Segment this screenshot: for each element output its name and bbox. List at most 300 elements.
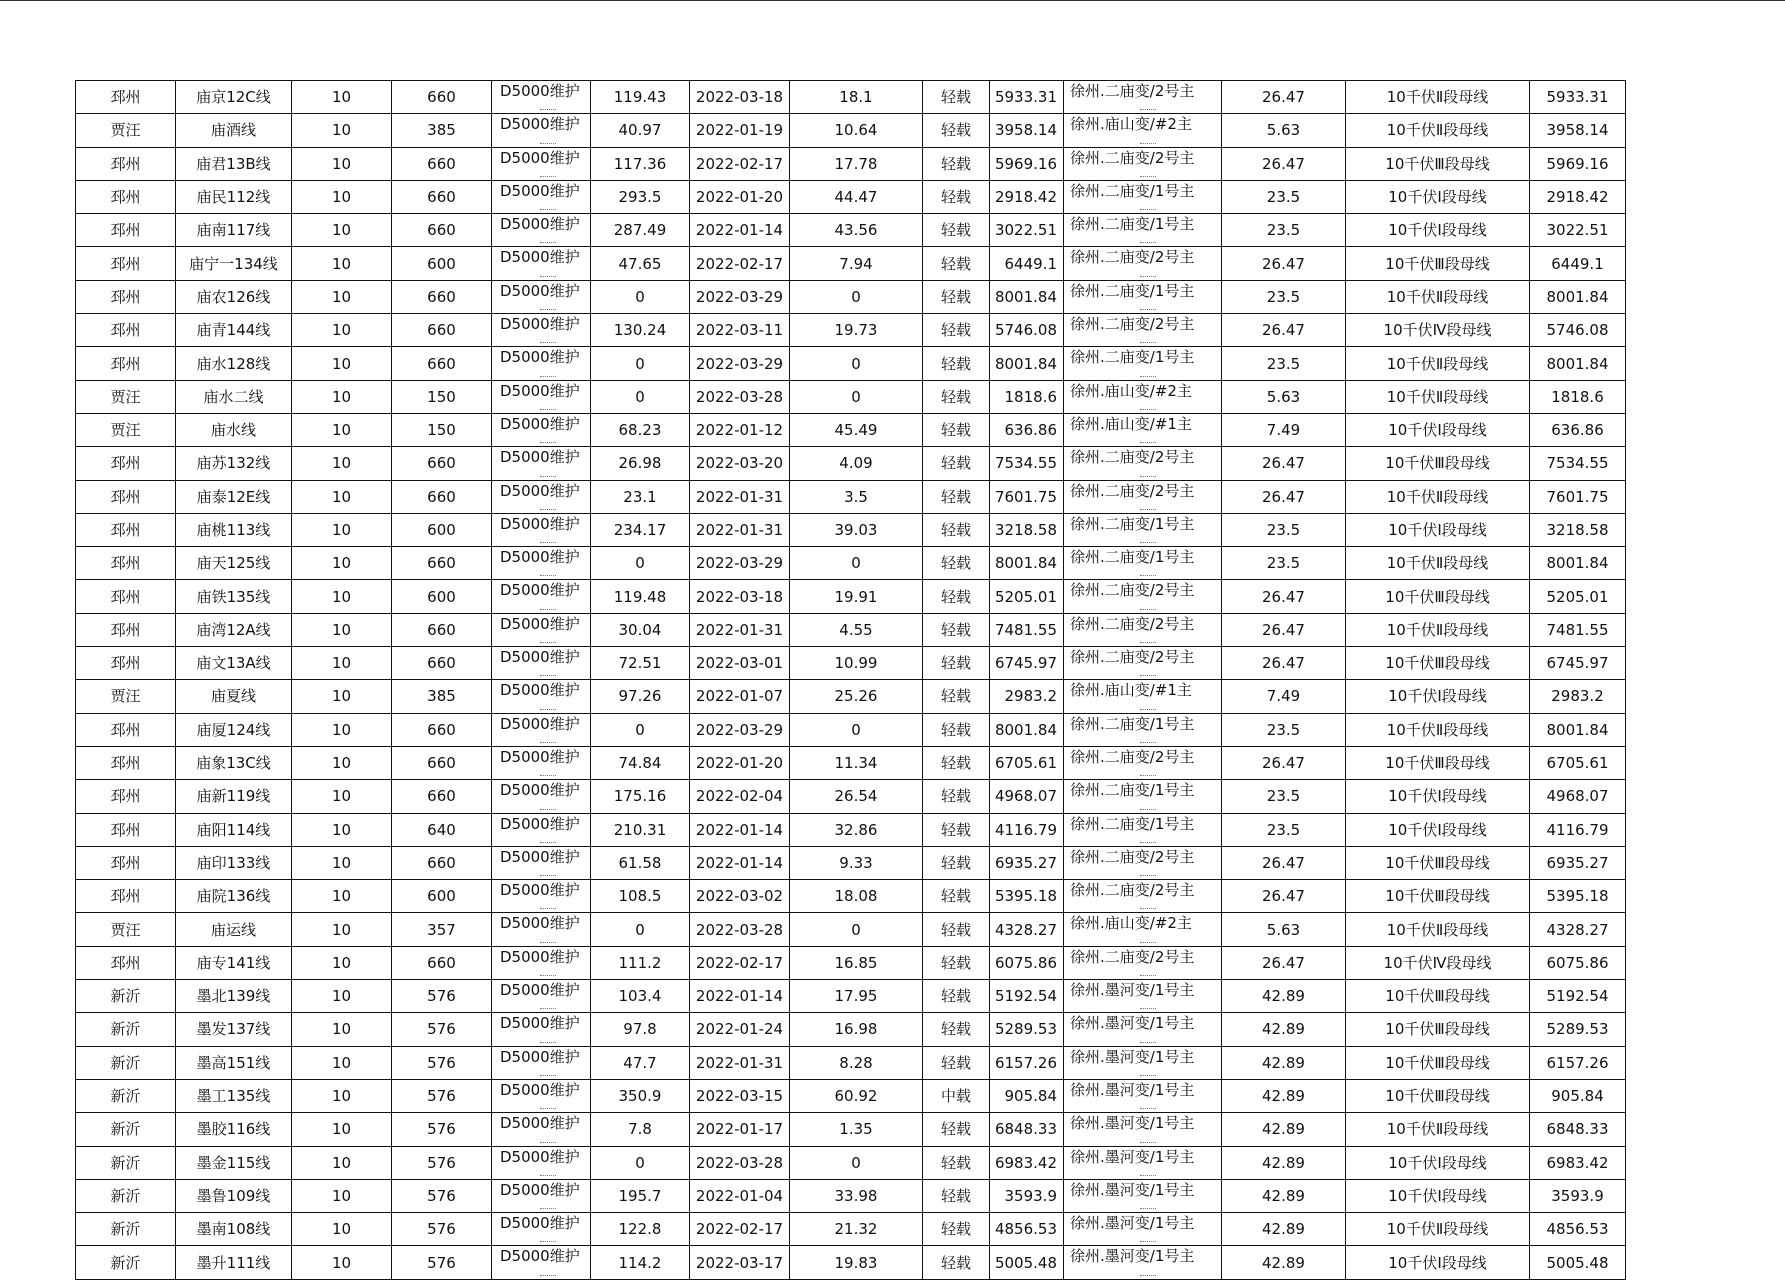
voltage-cell: 10 <box>292 647 392 680</box>
table-row <box>76 347 1626 380</box>
capacity-cell: 8001.84 <box>990 547 1064 580</box>
max-current-cell: 0 <box>591 913 690 946</box>
load-status-cell: 轻载 <box>923 1113 990 1146</box>
open-capacity-cell: 3218.58 <box>1530 513 1626 546</box>
voltage-cell: 10 <box>292 413 392 446</box>
transformer-cell: 徐州.二庙变/1号主 <box>1064 180 1222 213</box>
load-status-cell: 轻载 <box>923 214 990 247</box>
data-source-cell: D5000维护 <box>492 214 591 247</box>
voltage-cell: 10 <box>292 147 392 180</box>
open-capacity-cell: 6848.33 <box>1530 1113 1626 1146</box>
load-rate-cell: 17.78 <box>790 147 923 180</box>
rated-current-cell: 660 <box>392 946 492 979</box>
rated-current-cell: 660 <box>392 314 492 347</box>
date-cell: 2022-02-17 <box>690 147 790 180</box>
capacity-cell: 6935.27 <box>990 846 1064 879</box>
line-name-cell: 墨鲁109线 <box>176 1179 292 1212</box>
max-current-cell: 0 <box>591 1146 690 1179</box>
voltage-cell: 10 <box>292 1213 392 1246</box>
table-row <box>76 713 1626 746</box>
table-row <box>76 280 1626 313</box>
transformer-rate-cell: 23.5 <box>1222 513 1346 546</box>
rated-current-cell: 576 <box>392 1013 492 1046</box>
data-source-cell: D5000维护 <box>492 314 591 347</box>
capacity-cell: 5205.01 <box>990 580 1064 613</box>
capacity-cell: 636.86 <box>990 413 1064 446</box>
date-cell: 2022-03-01 <box>690 647 790 680</box>
line-name-cell: 庙运线 <box>176 913 292 946</box>
rated-current-cell: 576 <box>392 1146 492 1179</box>
transformer-cell: 徐州.墨河变/1号主 <box>1064 1079 1222 1112</box>
max-current-cell: 119.43 <box>591 81 690 114</box>
open-capacity-cell: 5005.48 <box>1530 1246 1626 1279</box>
table-body <box>76 81 1626 1280</box>
open-capacity-cell: 2983.2 <box>1530 680 1626 713</box>
transformer-cell: 徐州.庙山变/#2主 <box>1064 114 1222 147</box>
data-source-cell: D5000维护 <box>492 813 591 846</box>
max-current-cell: 350.9 <box>591 1079 690 1112</box>
busbar-cell: 10千伏Ⅲ段母线 <box>1346 647 1530 680</box>
rated-current-cell: 600 <box>392 580 492 613</box>
max-current-cell: 0 <box>591 280 690 313</box>
region-cell: 新沂 <box>76 1213 176 1246</box>
busbar-cell: 10千伏Ⅲ段母线 <box>1346 1079 1530 1112</box>
load-rate-cell: 18.08 <box>790 880 923 913</box>
transformer-cell: 徐州.墨河变/1号主 <box>1064 1179 1222 1212</box>
transformer-cell: 徐州.二庙变/2号主 <box>1064 247 1222 280</box>
date-cell: 2022-01-14 <box>690 846 790 879</box>
open-capacity-cell: 7481.55 <box>1530 613 1626 646</box>
max-current-cell: 0 <box>591 547 690 580</box>
rated-current-cell: 660 <box>392 180 492 213</box>
rated-current-cell: 600 <box>392 247 492 280</box>
line-name-cell: 墨胶116线 <box>176 1113 292 1146</box>
max-current-cell: 0 <box>591 380 690 413</box>
busbar-cell: 10千伏Ⅲ段母线 <box>1346 247 1530 280</box>
date-cell: 2022-01-04 <box>690 1179 790 1212</box>
busbar-cell: 10千伏Ⅲ段母线 <box>1346 147 1530 180</box>
transformer-rate-cell: 23.5 <box>1222 813 1346 846</box>
date-cell: 2022-01-31 <box>690 613 790 646</box>
region-cell: 贾汪 <box>76 114 176 147</box>
data-source-cell: D5000维护 <box>492 114 591 147</box>
rated-current-cell: 660 <box>392 480 492 513</box>
line-name-cell: 庙泰12E线 <box>176 480 292 513</box>
busbar-cell: 10千伏Ⅰ段母线 <box>1346 214 1530 247</box>
voltage-cell: 10 <box>292 1179 392 1212</box>
rated-current-cell: 660 <box>392 81 492 114</box>
load-status-cell: 轻载 <box>923 647 990 680</box>
load-rate-cell: 1.35 <box>790 1113 923 1146</box>
busbar-cell: 10千伏Ⅲ段母线 <box>1346 1013 1530 1046</box>
region-cell: 新沂 <box>76 1046 176 1079</box>
capacity-cell: 5289.53 <box>990 1013 1064 1046</box>
open-capacity-cell: 6745.97 <box>1530 647 1626 680</box>
table-row <box>76 846 1626 879</box>
date-cell: 2022-03-29 <box>690 713 790 746</box>
data-source-cell: D5000维护 <box>492 980 591 1013</box>
data-source-cell: D5000维护 <box>492 347 591 380</box>
rated-current-cell: 576 <box>392 1179 492 1212</box>
voltage-cell: 10 <box>292 314 392 347</box>
voltage-cell: 10 <box>292 680 392 713</box>
table-row <box>76 480 1626 513</box>
table-row <box>76 147 1626 180</box>
load-rate-cell: 17.95 <box>790 980 923 1013</box>
data-source-cell: D5000维护 <box>492 647 591 680</box>
capacity-cell: 4116.79 <box>990 813 1064 846</box>
data-source-cell: D5000维护 <box>492 613 591 646</box>
date-cell: 2022-01-20 <box>690 180 790 213</box>
open-capacity-cell: 6983.42 <box>1530 1146 1626 1179</box>
capacity-cell: 7481.55 <box>990 613 1064 646</box>
line-name-cell: 庙天125线 <box>176 547 292 580</box>
capacity-cell: 6848.33 <box>990 1113 1064 1146</box>
transformer-rate-cell: 42.89 <box>1222 1013 1346 1046</box>
capacity-cell: 8001.84 <box>990 713 1064 746</box>
max-current-cell: 61.58 <box>591 846 690 879</box>
region-cell: 邳州 <box>76 513 176 546</box>
max-current-cell: 130.24 <box>591 314 690 347</box>
line-name-cell: 庙新119线 <box>176 780 292 813</box>
line-name-cell: 庙农126线 <box>176 280 292 313</box>
data-source-cell: D5000维护 <box>492 1113 591 1146</box>
capacity-cell: 5395.18 <box>990 880 1064 913</box>
date-cell: 2022-02-17 <box>690 1213 790 1246</box>
rated-current-cell: 640 <box>392 813 492 846</box>
open-capacity-cell: 8001.84 <box>1530 547 1626 580</box>
transformer-cell: 徐州.二庙变/2号主 <box>1064 946 1222 979</box>
max-current-cell: 111.2 <box>591 946 690 979</box>
max-current-cell: 47.7 <box>591 1046 690 1079</box>
capacity-cell: 3022.51 <box>990 214 1064 247</box>
max-current-cell: 47.65 <box>591 247 690 280</box>
date-cell: 2022-01-14 <box>690 214 790 247</box>
load-status-cell: 轻载 <box>923 447 990 480</box>
load-status-cell: 轻载 <box>923 347 990 380</box>
load-status-cell: 轻载 <box>923 980 990 1013</box>
transformer-rate-cell: 42.89 <box>1222 1213 1346 1246</box>
max-current-cell: 40.97 <box>591 114 690 147</box>
line-name-cell: 庙厦124线 <box>176 713 292 746</box>
load-status-cell: 轻载 <box>923 746 990 779</box>
rated-current-cell: 150 <box>392 413 492 446</box>
busbar-cell: 10千伏Ⅱ段母线 <box>1346 547 1530 580</box>
voltage-cell: 10 <box>292 1113 392 1146</box>
region-cell: 邳州 <box>76 247 176 280</box>
transformer-cell: 徐州.墨河变/1号主 <box>1064 1013 1222 1046</box>
date-cell: 2022-03-28 <box>690 1146 790 1179</box>
transformer-cell: 徐州.庙山变/#1主 <box>1064 680 1222 713</box>
voltage-cell: 10 <box>292 347 392 380</box>
region-cell: 贾汪 <box>76 680 176 713</box>
rated-current-cell: 576 <box>392 1079 492 1112</box>
capacity-cell: 4856.53 <box>990 1213 1064 1246</box>
transformer-rate-cell: 7.49 <box>1222 413 1346 446</box>
table-row <box>76 447 1626 480</box>
load-rate-cell: 18.1 <box>790 81 923 114</box>
table-row <box>76 1079 1626 1112</box>
open-capacity-cell: 8001.84 <box>1530 347 1626 380</box>
table-row <box>76 247 1626 280</box>
date-cell: 2022-03-29 <box>690 347 790 380</box>
region-cell: 新沂 <box>76 1179 176 1212</box>
capacity-cell: 1818.6 <box>990 380 1064 413</box>
line-name-cell: 庙南117线 <box>176 214 292 247</box>
load-rate-cell: 8.28 <box>790 1046 923 1079</box>
line-name-cell: 庙水二线 <box>176 380 292 413</box>
line-name-cell: 庙夏线 <box>176 680 292 713</box>
load-rate-cell: 32.86 <box>790 813 923 846</box>
voltage-cell: 10 <box>292 746 392 779</box>
transformer-cell: 徐州.二庙变/2号主 <box>1064 846 1222 879</box>
voltage-cell: 10 <box>292 1046 392 1079</box>
open-capacity-cell: 7534.55 <box>1530 447 1626 480</box>
date-cell: 2022-01-24 <box>690 1013 790 1046</box>
region-cell: 贾汪 <box>76 913 176 946</box>
transformer-cell: 徐州.墨河变/1号主 <box>1064 1113 1222 1146</box>
transformer-rate-cell: 42.89 <box>1222 980 1346 1013</box>
open-capacity-cell: 1818.6 <box>1530 380 1626 413</box>
max-current-cell: 175.16 <box>591 780 690 813</box>
transformer-rate-cell: 23.5 <box>1222 180 1346 213</box>
date-cell: 2022-03-18 <box>690 81 790 114</box>
voltage-cell: 10 <box>292 780 392 813</box>
transformer-rate-cell: 42.89 <box>1222 1179 1346 1212</box>
load-status-cell: 轻载 <box>923 1179 990 1212</box>
transformer-rate-cell: 26.47 <box>1222 81 1346 114</box>
busbar-cell: 10千伏Ⅰ段母线 <box>1346 813 1530 846</box>
load-status-cell: 轻载 <box>923 880 990 913</box>
date-cell: 2022-01-12 <box>690 413 790 446</box>
busbar-cell: 10千伏Ⅳ段母线 <box>1346 946 1530 979</box>
busbar-cell: 10千伏Ⅲ段母线 <box>1346 1046 1530 1079</box>
region-cell: 新沂 <box>76 1079 176 1112</box>
open-capacity-cell: 2918.42 <box>1530 180 1626 213</box>
load-status-cell: 轻载 <box>923 547 990 580</box>
open-capacity-cell: 6157.26 <box>1530 1046 1626 1079</box>
line-name-cell: 庙文13A线 <box>176 647 292 680</box>
load-rate-cell: 0 <box>790 280 923 313</box>
open-capacity-cell: 5746.08 <box>1530 314 1626 347</box>
load-status-cell: 轻载 <box>923 846 990 879</box>
data-source-cell: D5000维护 <box>492 946 591 979</box>
load-rate-cell: 0 <box>790 380 923 413</box>
table-row <box>76 180 1626 213</box>
table-row <box>76 780 1626 813</box>
busbar-cell: 10千伏Ⅱ段母线 <box>1346 1113 1530 1146</box>
busbar-cell: 10千伏Ⅰ段母线 <box>1346 780 1530 813</box>
region-cell: 新沂 <box>76 1013 176 1046</box>
voltage-cell: 10 <box>292 114 392 147</box>
data-source-cell: D5000维护 <box>492 147 591 180</box>
busbar-cell: 10千伏Ⅱ段母线 <box>1346 347 1530 380</box>
transformer-rate-cell: 23.5 <box>1222 547 1346 580</box>
busbar-cell: 10千伏Ⅲ段母线 <box>1346 746 1530 779</box>
max-current-cell: 74.84 <box>591 746 690 779</box>
date-cell: 2022-03-17 <box>690 1246 790 1279</box>
rated-current-cell: 660 <box>392 147 492 180</box>
open-capacity-cell: 636.86 <box>1530 413 1626 446</box>
busbar-cell: 10千伏Ⅰ段母线 <box>1346 1146 1530 1179</box>
data-source-cell: D5000维护 <box>492 413 591 446</box>
voltage-cell: 10 <box>292 846 392 879</box>
transformer-cell: 徐州.二庙变/1号主 <box>1064 214 1222 247</box>
busbar-cell: 10千伏Ⅱ段母线 <box>1346 380 1530 413</box>
data-source-cell: D5000维护 <box>492 547 591 580</box>
data-source-cell: D5000维护 <box>492 1213 591 1246</box>
max-current-cell: 114.2 <box>591 1246 690 1279</box>
max-current-cell: 293.5 <box>591 180 690 213</box>
load-status-cell: 轻载 <box>923 1246 990 1279</box>
capacity-cell: 5933.31 <box>990 81 1064 114</box>
voltage-cell: 10 <box>292 247 392 280</box>
busbar-cell: 10千伏Ⅰ段母线 <box>1346 1179 1530 1212</box>
max-current-cell: 0 <box>591 347 690 380</box>
open-capacity-cell: 6705.61 <box>1530 746 1626 779</box>
table-row <box>76 880 1626 913</box>
max-current-cell: 117.36 <box>591 147 690 180</box>
load-status-cell: 轻载 <box>923 147 990 180</box>
date-cell: 2022-03-20 <box>690 447 790 480</box>
rated-current-cell: 576 <box>392 1046 492 1079</box>
load-rate-cell: 10.64 <box>790 114 923 147</box>
transformer-rate-cell: 26.47 <box>1222 480 1346 513</box>
transformer-rate-cell: 26.47 <box>1222 746 1346 779</box>
date-cell: 2022-03-02 <box>690 880 790 913</box>
load-rate-cell: 19.73 <box>790 314 923 347</box>
load-rate-cell: 3.5 <box>790 480 923 513</box>
table-row <box>76 913 1626 946</box>
transformer-cell: 徐州.墨河变/1号主 <box>1064 1246 1222 1279</box>
max-current-cell: 97.8 <box>591 1013 690 1046</box>
transformer-rate-cell: 5.63 <box>1222 380 1346 413</box>
region-cell: 贾汪 <box>76 413 176 446</box>
transformer-cell: 徐州.二庙变/1号主 <box>1064 513 1222 546</box>
transformer-rate-cell: 42.89 <box>1222 1146 1346 1179</box>
transformer-rate-cell: 26.47 <box>1222 880 1346 913</box>
data-source-cell: D5000维护 <box>492 746 591 779</box>
date-cell: 2022-01-31 <box>690 513 790 546</box>
region-cell: 邳州 <box>76 880 176 913</box>
open-capacity-cell: 4968.07 <box>1530 780 1626 813</box>
table-row <box>76 1179 1626 1212</box>
load-status-cell: 轻载 <box>923 713 990 746</box>
busbar-cell: 10千伏Ⅳ段母线 <box>1346 314 1530 347</box>
open-capacity-cell: 4328.27 <box>1530 913 1626 946</box>
load-status-cell: 轻载 <box>923 247 990 280</box>
transformer-rate-cell: 42.89 <box>1222 1246 1346 1279</box>
busbar-cell: 10千伏Ⅱ段母线 <box>1346 480 1530 513</box>
transformer-rate-cell: 5.63 <box>1222 114 1346 147</box>
capacity-cell: 6449.1 <box>990 247 1064 280</box>
date-cell: 2022-03-29 <box>690 547 790 580</box>
load-status-cell: 轻载 <box>923 1213 990 1246</box>
table-row <box>76 580 1626 613</box>
date-cell: 2022-03-29 <box>690 280 790 313</box>
region-cell: 新沂 <box>76 1113 176 1146</box>
transformer-cell: 徐州.二庙变/1号主 <box>1064 780 1222 813</box>
busbar-cell: 10千伏Ⅲ段母线 <box>1346 980 1530 1013</box>
date-cell: 2022-03-11 <box>690 314 790 347</box>
busbar-cell: 10千伏Ⅲ段母线 <box>1346 580 1530 613</box>
voltage-cell: 10 <box>292 380 392 413</box>
capacity-cell: 6157.26 <box>990 1046 1064 1079</box>
rated-current-cell: 660 <box>392 713 492 746</box>
voltage-cell: 10 <box>292 214 392 247</box>
region-cell: 邳州 <box>76 813 176 846</box>
open-capacity-cell: 5969.16 <box>1530 147 1626 180</box>
data-source-cell: D5000维护 <box>492 713 591 746</box>
capacity-cell: 3593.9 <box>990 1179 1064 1212</box>
region-cell: 邳州 <box>76 647 176 680</box>
load-status-cell: 轻载 <box>923 1046 990 1079</box>
max-current-cell: 26.98 <box>591 447 690 480</box>
date-cell: 2022-01-20 <box>690 746 790 779</box>
open-capacity-cell: 6075.86 <box>1530 946 1626 979</box>
voltage-cell: 10 <box>292 946 392 979</box>
load-rate-cell: 11.34 <box>790 746 923 779</box>
max-current-cell: 119.48 <box>591 580 690 613</box>
voltage-cell: 10 <box>292 1246 392 1279</box>
open-capacity-cell: 5192.54 <box>1530 980 1626 1013</box>
transformer-rate-cell: 26.47 <box>1222 447 1346 480</box>
busbar-cell: 10千伏Ⅲ段母线 <box>1346 846 1530 879</box>
rated-current-cell: 576 <box>392 1113 492 1146</box>
max-current-cell: 287.49 <box>591 214 690 247</box>
capacity-cell: 8001.84 <box>990 347 1064 380</box>
capacity-cell: 7534.55 <box>990 447 1064 480</box>
load-status-cell: 轻载 <box>923 1146 990 1179</box>
load-status-cell: 轻载 <box>923 280 990 313</box>
line-name-cell: 墨金115线 <box>176 1146 292 1179</box>
line-name-cell: 庙铁135线 <box>176 580 292 613</box>
line-name-cell: 庙湾12A线 <box>176 613 292 646</box>
transformer-cell: 徐州.二庙变/2号主 <box>1064 880 1222 913</box>
busbar-cell: 10千伏Ⅲ段母线 <box>1346 880 1530 913</box>
region-cell: 邳州 <box>76 214 176 247</box>
load-rate-cell: 60.92 <box>790 1079 923 1112</box>
region-cell: 邳州 <box>76 280 176 313</box>
load-status-cell: 轻载 <box>923 81 990 114</box>
table-row <box>76 680 1626 713</box>
voltage-cell: 10 <box>292 613 392 646</box>
table-row <box>76 1013 1626 1046</box>
table-row <box>76 647 1626 680</box>
open-capacity-cell: 4856.53 <box>1530 1213 1626 1246</box>
rated-current-cell: 660 <box>392 613 492 646</box>
table-row <box>76 613 1626 646</box>
open-capacity-cell: 5395.18 <box>1530 880 1626 913</box>
transformer-cell: 徐州.二庙变/2号主 <box>1064 81 1222 114</box>
load-rate-cell: 10.99 <box>790 647 923 680</box>
rated-current-cell: 660 <box>392 780 492 813</box>
region-cell: 邳州 <box>76 180 176 213</box>
transformer-rate-cell: 26.47 <box>1222 314 1346 347</box>
table-row <box>76 547 1626 580</box>
load-status-cell: 轻载 <box>923 114 990 147</box>
data-source-cell: D5000维护 <box>492 513 591 546</box>
load-status-cell: 轻载 <box>923 946 990 979</box>
line-name-cell: 庙水线 <box>176 413 292 446</box>
voltage-cell: 10 <box>292 447 392 480</box>
max-current-cell: 195.7 <box>591 1179 690 1212</box>
load-rate-cell: 16.85 <box>790 946 923 979</box>
busbar-cell: 10千伏Ⅱ段母线 <box>1346 1213 1530 1246</box>
capacity-cell: 2918.42 <box>990 180 1064 213</box>
max-current-cell: 23.1 <box>591 480 690 513</box>
line-name-cell: 庙君13B线 <box>176 147 292 180</box>
